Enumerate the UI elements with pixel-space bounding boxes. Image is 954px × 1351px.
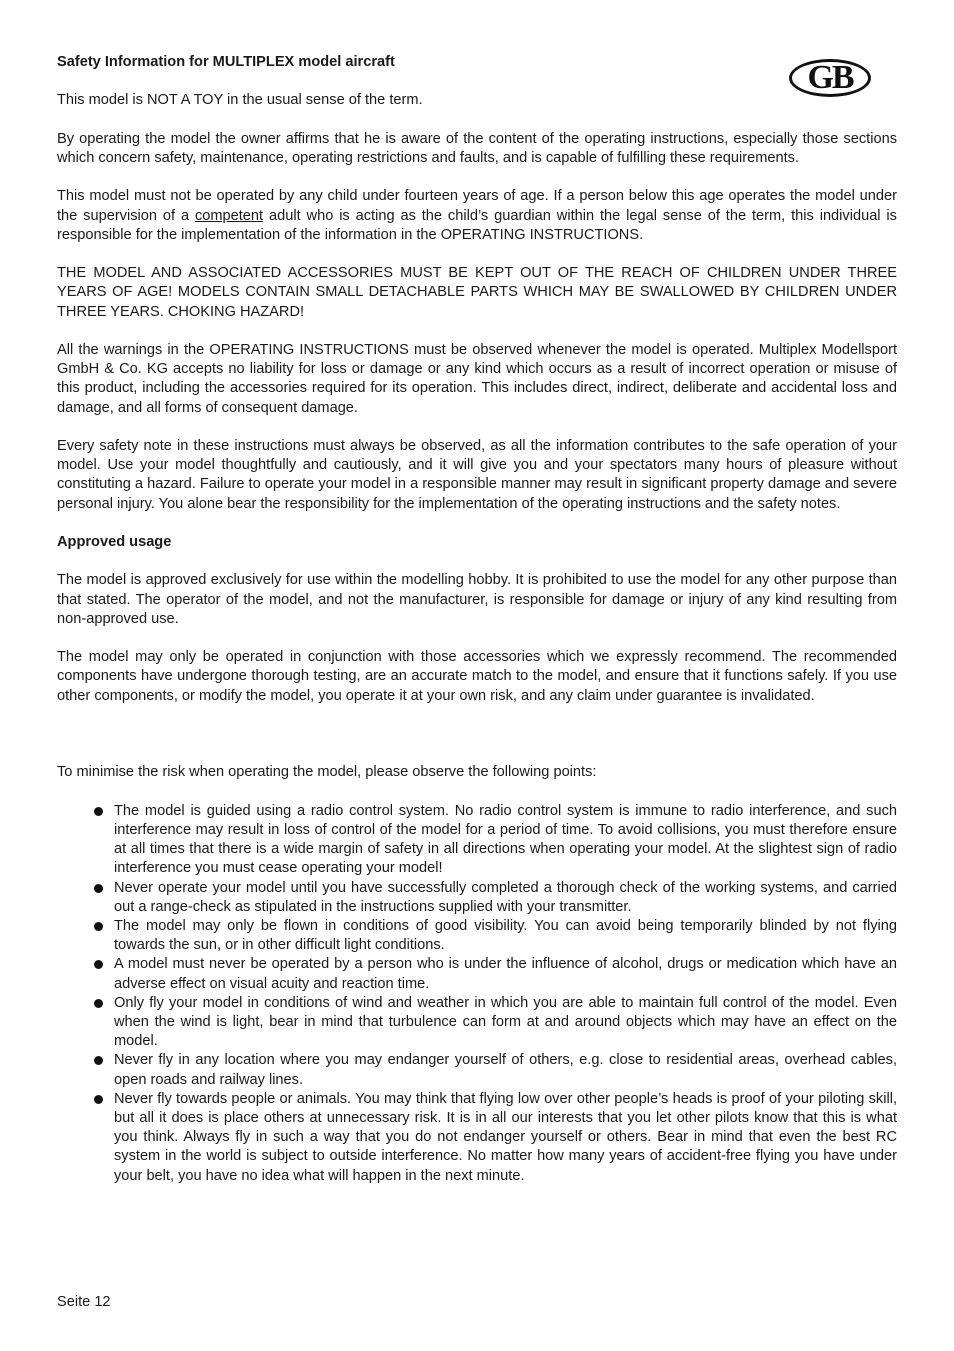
paragraph-warnings-liability: All the warnings in the OPERATING INSTRUCTIONS must be observed whenever the model is operated. Multiplex Modellsport GmbH & Co. KG accepts no liability for loss or damage or any kind which occurs as a result of incorrect operation or misuse of this product, including the accessories required for its operation. This includes direct, indirect, deliberate and accidental loss and damage, and all forms of consequent damage. bbox=[57, 341, 897, 416]
heading-approved-usage: Approved usage bbox=[57, 533, 172, 550]
list-item-text: A model must never be operated by a person who is under the influence of alcohol, drugs or medication which have an adverse effect on visual acuity and reaction time. bbox=[114, 956, 897, 992]
bullet-icon bbox=[94, 960, 103, 969]
list-item-text: The model is guided using a radio control system. No radio control system is immune to radio interference, and such interference may result in loss of control of the model for a period of time. To avoid collisions, you must therefore ensure at all times that there is a wide margin of safety in all directions when operating your model. At the slightest sign of radio interference you must cease operating your model! bbox=[114, 802, 897, 877]
competent-underlined: competent bbox=[194, 207, 264, 224]
bullet-icon bbox=[94, 807, 103, 816]
list-item bbox=[57, 1090, 897, 1186]
paragraph-owner-affirms: By operating the model the owner affirms that he is aware of the content of the operating instructions, especially those sections which concern safety, maintenance, operating restrictions and faults, and is capable of fulfilling these requirements. bbox=[57, 130, 897, 166]
bullet-icon bbox=[94, 1056, 103, 1065]
list-item bbox=[57, 955, 897, 993]
document-body bbox=[57, 53, 897, 1186]
paragraph-every-safety-note: Every safety note in these instructions must always be observed, as all the information contributes to the safe operation of your model. Use your model thoughtfully and cautiously, and it will give you and your spectators many hours of pleasure without constituting a hazard. Failure to operate your model in a responsible manner may result in significant property damage and severe personal injury. You alone bear the responsibility for the implementation of the operating instructions and the safety notes. bbox=[57, 437, 897, 512]
bullet-icon bbox=[94, 999, 103, 1008]
bullet-icon bbox=[94, 922, 103, 931]
paragraph-not-a-toy: This model is NOT A TOY in the usual sense of the term. bbox=[57, 92, 423, 109]
list-item-text: Never fly in any location where you may endanger yourself of others, e.g. close to residential areas, overhead cables, open roads and railway lines. bbox=[114, 1052, 897, 1088]
list-item-text: The model may only be flown in conditions of good visibility. You can avoid being temporarily blinded by not flying towards the sun, or in other difficult light conditions. bbox=[114, 917, 897, 954]
safety-points-list bbox=[57, 802, 897, 1186]
list-item bbox=[57, 1051, 897, 1089]
bullet-icon bbox=[94, 884, 103, 893]
page-number: Seite 12 bbox=[57, 1294, 111, 1310]
child-text-after: adult who is acting as the child’s guardian within the legal sense of the term, this individual is responsible for the implementation of the information in the OPERATING INSTRUCTIONS. bbox=[57, 207, 897, 243]
paragraph-minimise-risk: To minimise the risk when operating the model, please observe the following points: bbox=[57, 764, 597, 781]
list-item bbox=[57, 879, 897, 917]
list-item bbox=[57, 994, 897, 1052]
paragraph-approved-usage: The model is approved exclusively for use within the modelling hobby. It is prohibited to use the model for any other purpose than that stated. The operator of the model, and not the manufacturer, is responsible for damage or injury of any kind resulting from non-approved use. bbox=[57, 572, 897, 627]
heading-safety-information: Safety Information for MULTIPLEX model aircraft bbox=[57, 54, 395, 70]
bullet-icon bbox=[94, 1095, 103, 1104]
list-item-text: Never fly towards people or animals. You may think that flying low over other people’s heads is proof of your piloting skill, but all it does is place others at unnecessary risk. It is in all our interests that you let other pilots know that this is what you think. Always fly in such a way that you do not endanger yourself or others. Bear in mind that even the best RC system in the world is subject to outside interference. No matter how many years of accident-free flying you have under your belt, you have no idea what will happen in the next minute. bbox=[114, 1090, 897, 1184]
paragraph-choking-hazard: THE MODEL AND ASSOCIATED ACCESSORIES MUST BE KEPT OUT OF THE REACH OF CHILDREN UNDER THREE YEARS OF AGE! MODELS CONTAIN SMALL DETACHABLE PARTS WHICH MAY BE SWALLOWED BY CHILDREN UNDER THREE YEARS. CHOKING HAZARD! bbox=[57, 265, 897, 320]
list-item-text: Never operate your model until you have successfully completed a thorough check of the working systems, and carried out a range-check as stipulated in the instructions supplied with your transmitter. bbox=[114, 879, 897, 915]
list-item bbox=[57, 802, 897, 879]
child-text-before: This model must not be operated by any child under fourteen years of age. If a person below this age operates the model under the supervision of a bbox=[57, 188, 897, 224]
list-item bbox=[57, 917, 897, 955]
paragraph-child-age bbox=[57, 187, 897, 245]
country-badge-gb: GB bbox=[789, 59, 871, 97]
paragraph-accessories: The model may only be operated in conjunction with those accessories which we expressly recommend. The recommended components have undergone thorough testing, are an accurate match to the model, and ensure that it functions safely. If you use other components, or modify the model, you operate it at your own risk, and any claim under guarantee is invalidated. bbox=[57, 649, 897, 704]
list-item-text: Only fly your model in conditions of wind and weather in which you are able to maintain full control of the model. Even when the wind is light, bear in mind that turbulence can form at and around objects which may have an effect on the model. bbox=[114, 994, 897, 1050]
